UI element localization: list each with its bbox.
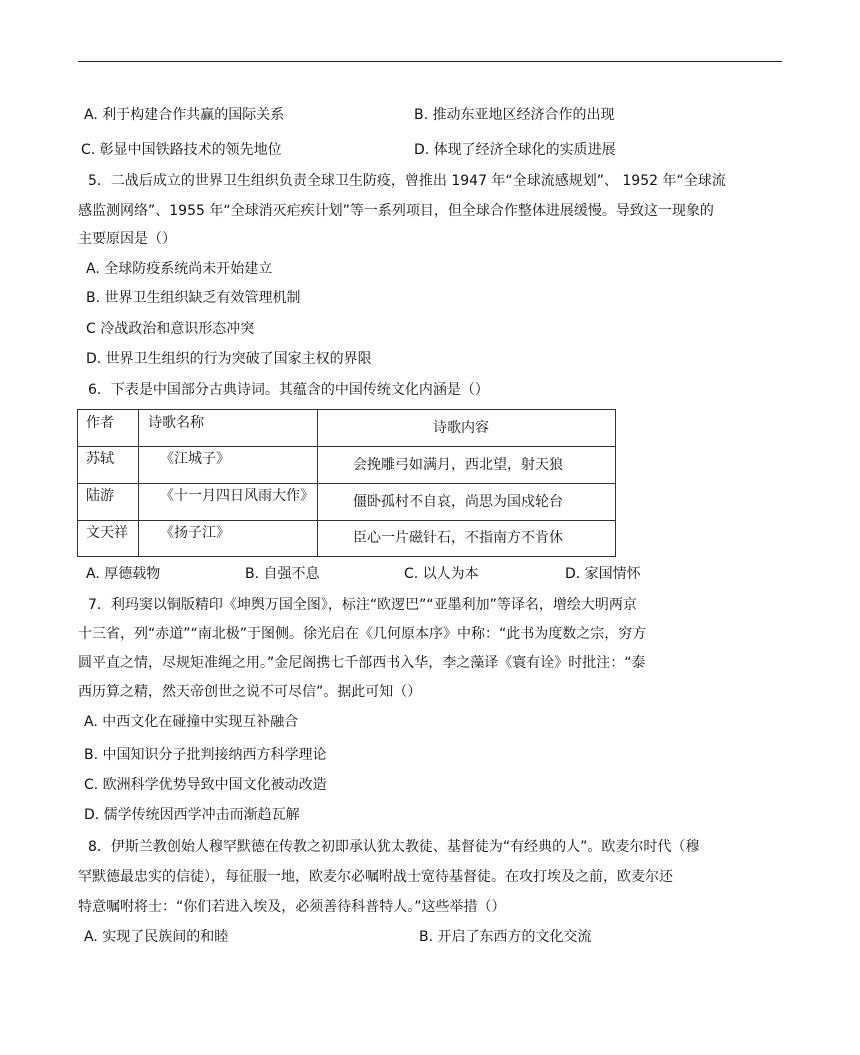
q8-option-a: A. 实现了民族间的和睦 (84, 929, 229, 945)
q5-option-c: C 冷战政治和意识形态冲突 (86, 321, 255, 337)
q5-option-a: A. 全球防疫系统尚未开始建立 (86, 261, 273, 277)
q8-option-b: B. 开启了东西方的文化交流 (419, 929, 592, 945)
q7-option-b: B. 中国知识分子批判接纳西方科学理论 (84, 747, 327, 763)
q7-stem-line2: 十三省，列“赤道”“南北极”于图侧。徐光启在《几何原本序》中称：“此书为度数之宗，穷方 (78, 626, 647, 642)
q4-option-c: C. 彰显中国铁路技术的领先地位 (81, 142, 282, 158)
table-cell-author: 苏轼 (86, 451, 114, 467)
q6-option-a: A. 厚德载物 (86, 566, 161, 582)
q6-option-b: B. 自强不息 (245, 566, 320, 582)
q6-stem: 6．下表是中国部分古典诗词。其蕴含的中国传统文化内涵是（） (88, 382, 489, 398)
q7-stem-line4: 西历算之精，然天帝创世之说不可尽信”。据此可知（） (78, 684, 422, 700)
table-header-title: 诗歌名称 (148, 415, 204, 431)
table-cell-title: 《扬子江》 (160, 525, 230, 541)
table-header-author: 作者 (86, 415, 114, 431)
q8-stem-line2: 罕默德最忠实的信徒），每征服一地，欧麦尔必嘱咐战士宽待基督徒。在攻打埃及之前，欧麦尔还 (78, 869, 673, 885)
q8-stem-line1: 8．伊斯兰教创始人穆罕默德在传教之初即承认犹太教徒、基督徒为“有经典的人”。欧麦尔时代（穆 (88, 839, 700, 855)
header-rule (78, 61, 782, 62)
table-cell-content: 僵卧孤村不自哀，尚思为国戍轮台 (353, 494, 563, 510)
q6-option-c: C. 以人为本 (404, 566, 479, 582)
q7-option-d: D. 儒学传统因西学冲击而渐趋瓦解 (84, 807, 300, 823)
table-divider (78, 483, 615, 484)
q7-option-c: C. 欧洲科学优势导致中国文化被动改造 (84, 777, 327, 793)
q4-option-a: A. 利于构建合作共赢的国际关系 (84, 107, 285, 123)
table-cell-title: 《十一月四日风雨大作》 (160, 488, 314, 504)
q7-stem-line3: 圆平直之情，尽规矩准绳之用。”金尼阁携七千部西书入华，李之藻译《寰有诠》时批注：“泰 (78, 655, 646, 671)
q7-option-a: A. 中西文化在碰撞中实现互补融合 (84, 714, 299, 730)
table-divider (78, 520, 615, 521)
table-cell-author: 陆游 (86, 488, 114, 504)
table-header-content: 诗歌内容 (433, 420, 489, 436)
q4-option-b: B. 推动东亚地区经济合作的出现 (414, 107, 615, 123)
poem-table (77, 409, 616, 557)
q5-stem-line3: 主要原因是（） (78, 231, 176, 247)
q5-option-d: D. 世界卫生组织的行为突破了国家主权的界限 (86, 351, 372, 367)
table-cell-author: 文天祥 (86, 525, 128, 541)
q4-option-d: D. 体现了经济全球化的实质进展 (414, 142, 616, 158)
q5-stem-line1: 5．二战后成立的世界卫生组织负责全球卫生防疫，曾推出 1947 年“全球流感规划”、 1952 年“全球流 (88, 173, 726, 189)
table-divider (78, 446, 615, 447)
table-cell-content: 会挽雕弓如满月，西北望，射天狼 (353, 457, 563, 473)
q5-stem-line2: 感监测网络”、1955 年“全球消灭疟疾计划”等一系列项目，但全球合作整体进展缓慢。导致这一现象的 (78, 203, 714, 219)
q7-stem-line1: 7．利玛窦以铜版精印《坤舆万国全图》，标注“欧逻巴”“亚墨利加”等译名，增绘大明两京 (88, 597, 637, 613)
q6-option-d: D. 家国情怀 (565, 566, 641, 582)
q8-stem-line3: 特意嘱咐将士：“你们若进入埃及，必须善待科普特人。”这些举措（） (78, 899, 506, 915)
table-cell-title: 《江城子》 (160, 451, 230, 467)
q5-option-b: B. 世界卫生组织缺乏有效管理机制 (86, 290, 301, 306)
table-cell-content: 臣心一片磁针石，不指南方不肯休 (353, 530, 563, 546)
